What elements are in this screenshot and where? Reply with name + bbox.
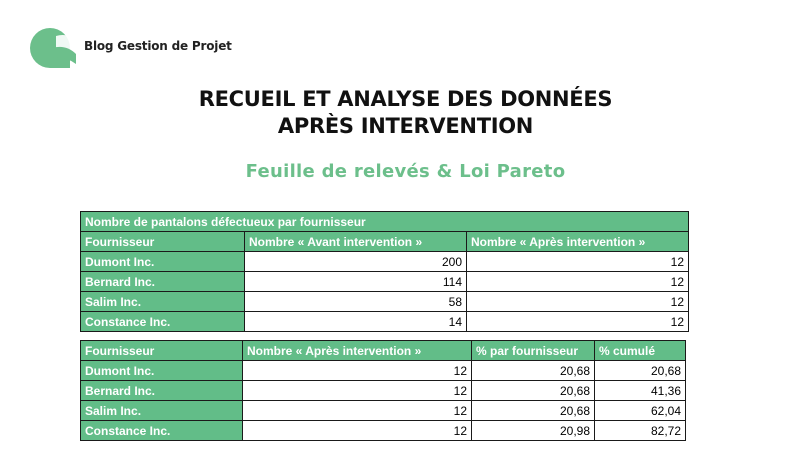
table-header-row (81, 341, 686, 361)
table-row (81, 421, 686, 441)
table-row (81, 401, 686, 421)
value-cell: 12 (243, 381, 472, 401)
title-line-1: RECUEIL ET ANALYSE DES DONNÉES (198, 87, 613, 111)
supplier-cell: Constance Inc. (81, 312, 245, 332)
header-cumul: % cumulé (595, 341, 686, 361)
logo-icon (26, 24, 78, 68)
value-cell: 41,36 (595, 381, 686, 401)
supplier-cell: Dumont Inc. (81, 361, 243, 381)
table-row (81, 361, 686, 381)
logo-text: Blog Gestion de Projet (84, 39, 232, 53)
value-cell: 12 (467, 292, 689, 312)
table-row (81, 381, 686, 401)
value-cell: 20,68 (472, 401, 595, 421)
table-caption-row (81, 212, 689, 232)
supplier-cell: Salim Inc. (81, 292, 245, 312)
title-line-2: APRÈS INTERVENTION (277, 114, 534, 138)
value-cell: 12 (243, 401, 472, 421)
supplier-cell: Dumont Inc. (81, 252, 245, 272)
table-row (81, 312, 689, 332)
value-cell: 20,68 (472, 361, 595, 381)
value-cell: 20,68 (595, 361, 686, 381)
value-cell: 12 (243, 361, 472, 381)
value-cell: 58 (245, 292, 467, 312)
value-cell: 20,98 (472, 421, 595, 441)
supplier-cell: Bernard Inc. (81, 272, 245, 292)
value-cell: 20,68 (472, 381, 595, 401)
page-title (0, 86, 811, 140)
value-cell: 12 (467, 272, 689, 292)
blog-logo[interactable] (26, 24, 232, 68)
value-cell: 12 (467, 252, 689, 272)
defects-table (80, 211, 689, 332)
header-apres: Nombre « Après intervention » (243, 341, 472, 361)
pareto-table (80, 340, 686, 441)
table-row (81, 292, 689, 312)
supplier-cell: Salim Inc. (81, 401, 243, 421)
supplier-cell: Constance Inc. (81, 421, 243, 441)
value-cell: 12 (243, 421, 472, 441)
value-cell: 14 (245, 312, 467, 332)
header-avant: Nombre « Avant intervention » (245, 232, 467, 252)
supplier-cell: Bernard Inc. (81, 381, 243, 401)
value-cell: 200 (245, 252, 467, 272)
page-subtitle: Feuille de relevés & Loi Pareto (245, 161, 566, 182)
header-pct: % par fournisseur (472, 341, 595, 361)
value-cell: 62,04 (595, 401, 686, 421)
table-caption: Nombre de pantalons défectueux par fournisseur (81, 212, 689, 232)
header-apres: Nombre « Après intervention » (467, 232, 689, 252)
value-cell: 82,72 (595, 421, 686, 441)
table-header-row (81, 232, 689, 252)
value-cell: 114 (245, 272, 467, 292)
header-fournisseur: Fournisseur (81, 232, 245, 252)
table-row (81, 252, 689, 272)
header-fournisseur: Fournisseur (81, 341, 243, 361)
value-cell: 12 (467, 312, 689, 332)
table-row (81, 272, 689, 292)
